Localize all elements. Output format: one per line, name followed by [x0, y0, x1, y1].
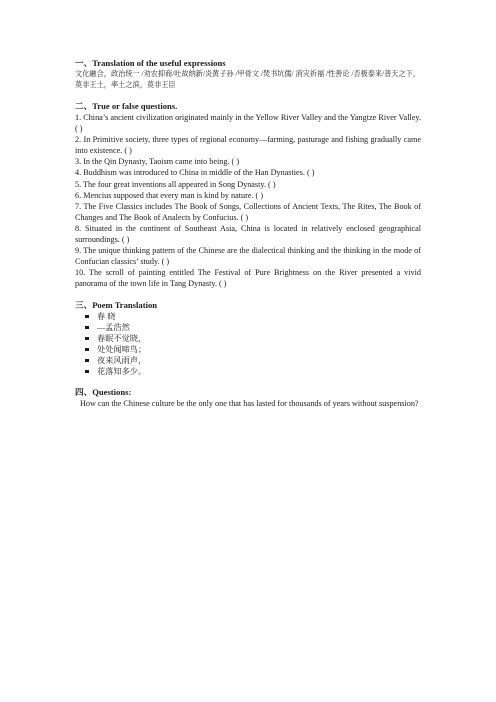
- poem-title: [85, 311, 421, 322]
- bullet-icon: [85, 337, 89, 341]
- bullet-icon: [85, 370, 89, 374]
- question-8: 8. Situated in the continent of Southeast Asia, China is located in relatively enclosed geographical surroundings. ( ): [75, 223, 421, 245]
- question-3: 3. In the Qin Dynasty, Taoism came into being. ( ): [75, 157, 240, 167]
- poem-line-2: [85, 344, 421, 355]
- section2-heading: 二、True or false questions.: [75, 101, 178, 111]
- question-10: 10. The scroll of painting entitled The Festival of Pure Brightness on the River presented a vivid panorama of the town life in Tang Dynasty. ( ): [75, 268, 421, 289]
- poem-line-1: [85, 333, 421, 344]
- essay-question: How can the Chinese culture be the only one that has lasted for thousands of years without suspension?: [80, 399, 419, 409]
- section3-heading: 三、Poem Translation: [75, 299, 158, 310]
- question-2: 2. In Primitive society, three types of regional economy—farming, pasturage and fishing gradually came into existence. ( ): [75, 135, 421, 156]
- poem-author: [85, 322, 421, 333]
- expressions-text: 文化融合，政治统一 /劝农抑商/吐故纳新/炎黄子孙 /甲骨文 /焚书坑儒/ 消灾祈福 /性善论 /否极泰来/普天之下，莫非王土，率土之滨，莫非王臣: [75, 70, 421, 89]
- poem-line: 夜来风雨声，: [97, 355, 147, 365]
- poem-line: 春眠不觉晓，: [97, 333, 147, 343]
- question-7: 7. The Five Classics includes The Book of Songs, Collections of Ancient Texts, The Rites, The Book of Changes and The Book of Analects by Confucius. ( ): [75, 201, 421, 222]
- bullet-icon: [85, 359, 89, 363]
- poem-line: 处处闻啼鸟；: [97, 344, 147, 354]
- bullet-icon: [85, 315, 89, 319]
- question-4: 4. Buddhism was introduced to China in middle of the Han Dynasties. ( ): [75, 168, 315, 178]
- poem-line: 春 晓: [97, 311, 116, 321]
- poem-line: 花落知多少。: [97, 366, 147, 376]
- section1-heading: 一、Translation of the useful expressions: [75, 58, 226, 68]
- question-9: 9. The unique thinking pattern of the Chinese are the dialectical thinking and the thinking in the mode of Confucian classics’ study. ( ): [75, 246, 421, 267]
- poem-line-4: [85, 366, 421, 377]
- bullet-icon: [85, 326, 89, 330]
- question-6: 6. Mencius supposed that every man is kind by nature. ( ): [75, 190, 264, 200]
- question-1: 1. China’s ancient civilization originated mainly in the Yellow River Valley and the Yangtze River Valley. ( ): [75, 113, 421, 134]
- question-5: 5. The four great inventions all appeared in Song Dynasty. ( ): [75, 179, 276, 189]
- poem-line: —孟浩然: [97, 322, 130, 332]
- section4-heading: 四、Questions:: [75, 387, 132, 398]
- poem-line-3: [85, 355, 421, 366]
- poem-list: [75, 311, 421, 378]
- document-page: [75, 58, 421, 409]
- bullet-icon: [85, 348, 89, 352]
